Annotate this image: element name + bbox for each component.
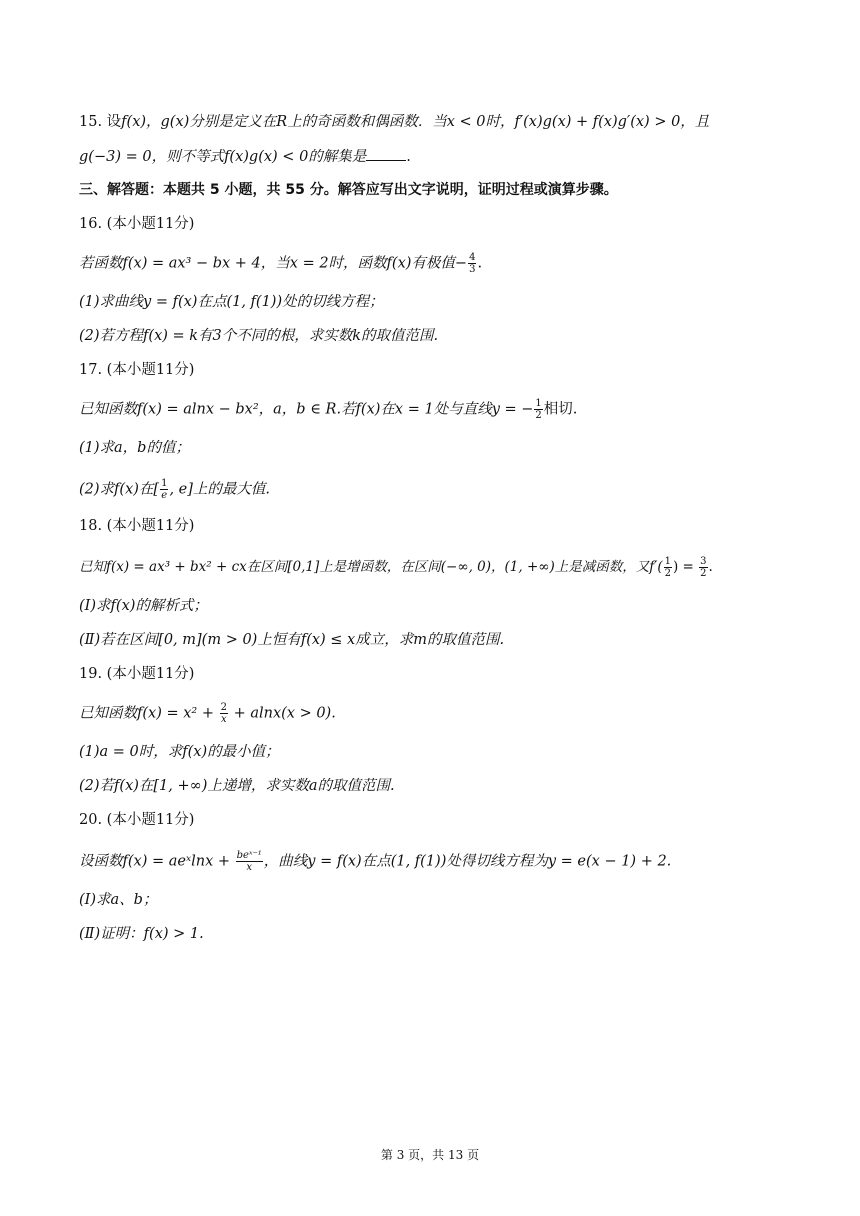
- q18-header: 18. (本小题11分): [79, 518, 195, 534]
- fraction: [468, 252, 476, 275]
- q15-line1: [79, 112, 709, 132]
- q18-stem-text: 已知f(x) = ax³ + bx² + cx在区间[0,1]上是增函数，在区间(−∞, 0)，(1, +∞)上是减函数，又f′(: [79, 559, 663, 575]
- page-footer: 第 3 页，共 13 页: [380, 1148, 480, 1162]
- q19-stem: [79, 702, 336, 725]
- fraction: [664, 556, 672, 579]
- fraction-denominator: 2: [700, 568, 707, 579]
- q18-part2: (Ⅱ)若在区间[0, m](m > 0)上恒有f(x) ≤ x成立，求m的取值范围.: [79, 632, 505, 648]
- q17-part1: (1)求a，b的值；: [79, 440, 190, 456]
- q15-line2: [79, 146, 411, 167]
- section-heading: 三、解答题：本题共 5 小题，共 55 分。解答应写出文字说明，证明过程或演算步骤。: [79, 182, 618, 198]
- q15-text-line2: g(−3) = 0，则不等式f(x)g(x) < 0的解集是: [79, 149, 367, 165]
- fraction: [160, 478, 168, 501]
- q17-stem: [79, 398, 577, 421]
- q20-stem-end: ，曲线y = f(x)在点(1, f(1))处得切线方程为y = e(x − 1) + 2.: [263, 853, 672, 870]
- q16-stem-end: .: [477, 255, 483, 272]
- fraction: [236, 850, 263, 873]
- fraction: [534, 398, 542, 421]
- q18-part1: (Ⅰ)求f(x)的解析式；: [79, 598, 208, 614]
- fraction: [220, 702, 228, 725]
- q18-stem: [79, 556, 713, 579]
- q18-stem-end: .: [708, 559, 713, 575]
- q17-header: 17. (本小题11分): [79, 362, 195, 378]
- q16-part1: (1)求曲线y = f(x)在点(1, f(1))处的切线方程；: [79, 294, 384, 310]
- fraction-numerator: 4: [469, 252, 476, 263]
- q20-part2: (Ⅱ)证明：f(x) > 1.: [79, 926, 204, 942]
- q19-stem-end: + alnx(x > 0).: [228, 705, 336, 722]
- q20-part1: (Ⅰ)求a、b；: [79, 892, 158, 908]
- answer-blank: [366, 146, 406, 161]
- fraction: [699, 556, 707, 579]
- fraction-denominator: x: [220, 714, 227, 725]
- q15-number: 15. 设: [79, 114, 122, 130]
- q20-header: 20. (本小题11分): [79, 812, 195, 828]
- fraction-denominator: 2: [664, 568, 671, 579]
- q15-period: .: [406, 149, 411, 165]
- fraction-denominator: 2: [535, 410, 542, 421]
- fraction-numerator: 3: [700, 556, 707, 567]
- q19-stem-text: 已知函数f(x) = x² +: [79, 705, 219, 722]
- q17-part2-end: , e]上的最大值.: [169, 481, 271, 498]
- fraction-numerator: 2: [220, 702, 227, 713]
- q16-stem-text: 若函数f(x) = ax³ − bx + 4，当x = 2时，函数f(x)有极值−: [79, 255, 468, 272]
- q19-part1: (1)a = 0时，求f(x)的最小值；: [79, 744, 280, 760]
- q19-header: 19. (本小题11分): [79, 666, 195, 682]
- fraction-denominator: x: [246, 862, 253, 873]
- fraction-numerator: 1: [664, 556, 671, 567]
- q17-part2: [79, 478, 270, 501]
- q15-text-line1: f(x)，g(x)分别是定义在R上的奇函数和偶函数．当x < 0时，f′(x)g(x) + f(x)g′(x) > 0，且: [121, 114, 710, 130]
- q17-part2-text: (2)求f(x)在[: [79, 481, 160, 498]
- q16-header: 16. (本小题11分): [79, 216, 195, 232]
- q16-stem: [79, 252, 482, 275]
- q17-stem-text: 已知函数f(x) = alnx − bx²，a，b ∈ R.若f(x)在x = 1处与直线y = −: [79, 401, 534, 418]
- fraction-denominator: e: [161, 490, 168, 501]
- q18-stem-equals: ) =: [672, 559, 699, 575]
- fraction-denominator: 3: [469, 264, 476, 275]
- q20-stem: [79, 850, 671, 873]
- fraction-numerator: 1: [161, 478, 168, 489]
- q19-part2: (2)若f(x)在[1, +∞)上递增，求实数a的取值范围.: [79, 778, 395, 794]
- q17-stem-end: 相切.: [543, 401, 578, 418]
- q16-part2: (2)若方程f(x) = k有3个不同的根，求实数k的取值范围.: [79, 328, 439, 344]
- fraction-numerator: 1: [535, 398, 542, 409]
- q20-stem-text: 设函数f(x) = aeˣlnx +: [79, 853, 235, 870]
- fraction-numerator: beˣ⁻¹: [236, 850, 262, 861]
